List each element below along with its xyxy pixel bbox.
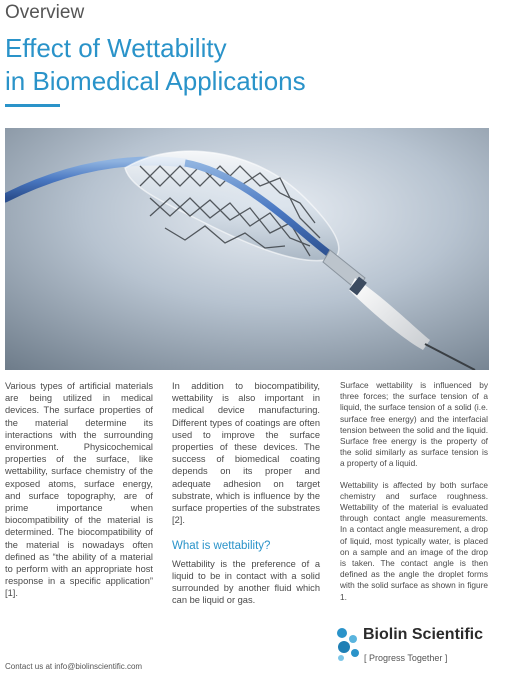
title-line-2: in Biomedical Applications	[5, 66, 306, 96]
column-1	[5, 380, 153, 610]
column-1-paragraph: Various types of artificial materials are being utilized in medical devices. The surface properties of the material determine its interactions with the surrounding environment. Physicochemical properties of the surface, like wettability, surface chemistry of the exposed atoms, surface energy, and surface topography, are of prime importance when biocompatibility of the material is determined. The biocompatibility of the material is nowadays often defined as “the ability of a material to perform with an appropriate host response in a specific application” [1].	[5, 381, 153, 599]
biolin-logo	[333, 625, 491, 675]
column-2-paragraph-2: Wettability is the preference of a liquid to be in contact with a solid surrounded by another fluid which can be liquid or gas.	[172, 558, 320, 606]
wettability-subheading: What is wettability?	[172, 540, 271, 553]
stent-balloon-catheter-image	[5, 128, 489, 370]
page-title	[5, 32, 306, 98]
column-3-paragraph-2: Wettability is affected by both surface chemistry and surface roughness. Wettability of the material is evaluated through contact angle measurements. In a contact angle measurement, a drop of liquid, most typically water, is placed on a sample and an image of the drop is taken. The contact angle is then defined as the angle the droplet forms with the solid surface as shown in figure 1.	[340, 479, 488, 602]
overview-label: Overview	[5, 2, 85, 23]
hero-image	[5, 128, 489, 370]
logo-name: Biolin Scientific	[363, 626, 484, 643]
contact-line: Contact us at info@biolinscientific.com	[5, 662, 143, 671]
column-3	[340, 380, 488, 613]
column-2-paragraph-1: In addition to biocompatibility, wettability is also important in medical device manufacturing. Different types of coatings are often used to improve the surface properties of these devices. The success of biomedical coating depends on its proper and adequate adhesion on target substrate, which is influence by the surface properties of the substrates [2].	[172, 381, 320, 526]
column-2	[172, 380, 320, 616]
column-3-paragraph-1: Surface wettability is influenced by three forces; the surface tension of a liquid, the surface tension of a solid (i.e. surface free energy) and the interfacial tension between the solid and the liquid. Surface free energy is the property of the solid similarly as surface tension is a property of a liquid.	[340, 380, 488, 469]
title-underline	[5, 104, 60, 107]
biolin-molecule-logo-icon	[333, 625, 363, 663]
logo-tagline: [ Progress Together ]	[364, 653, 448, 663]
title-line-1: Effect of Wettability	[5, 33, 227, 63]
